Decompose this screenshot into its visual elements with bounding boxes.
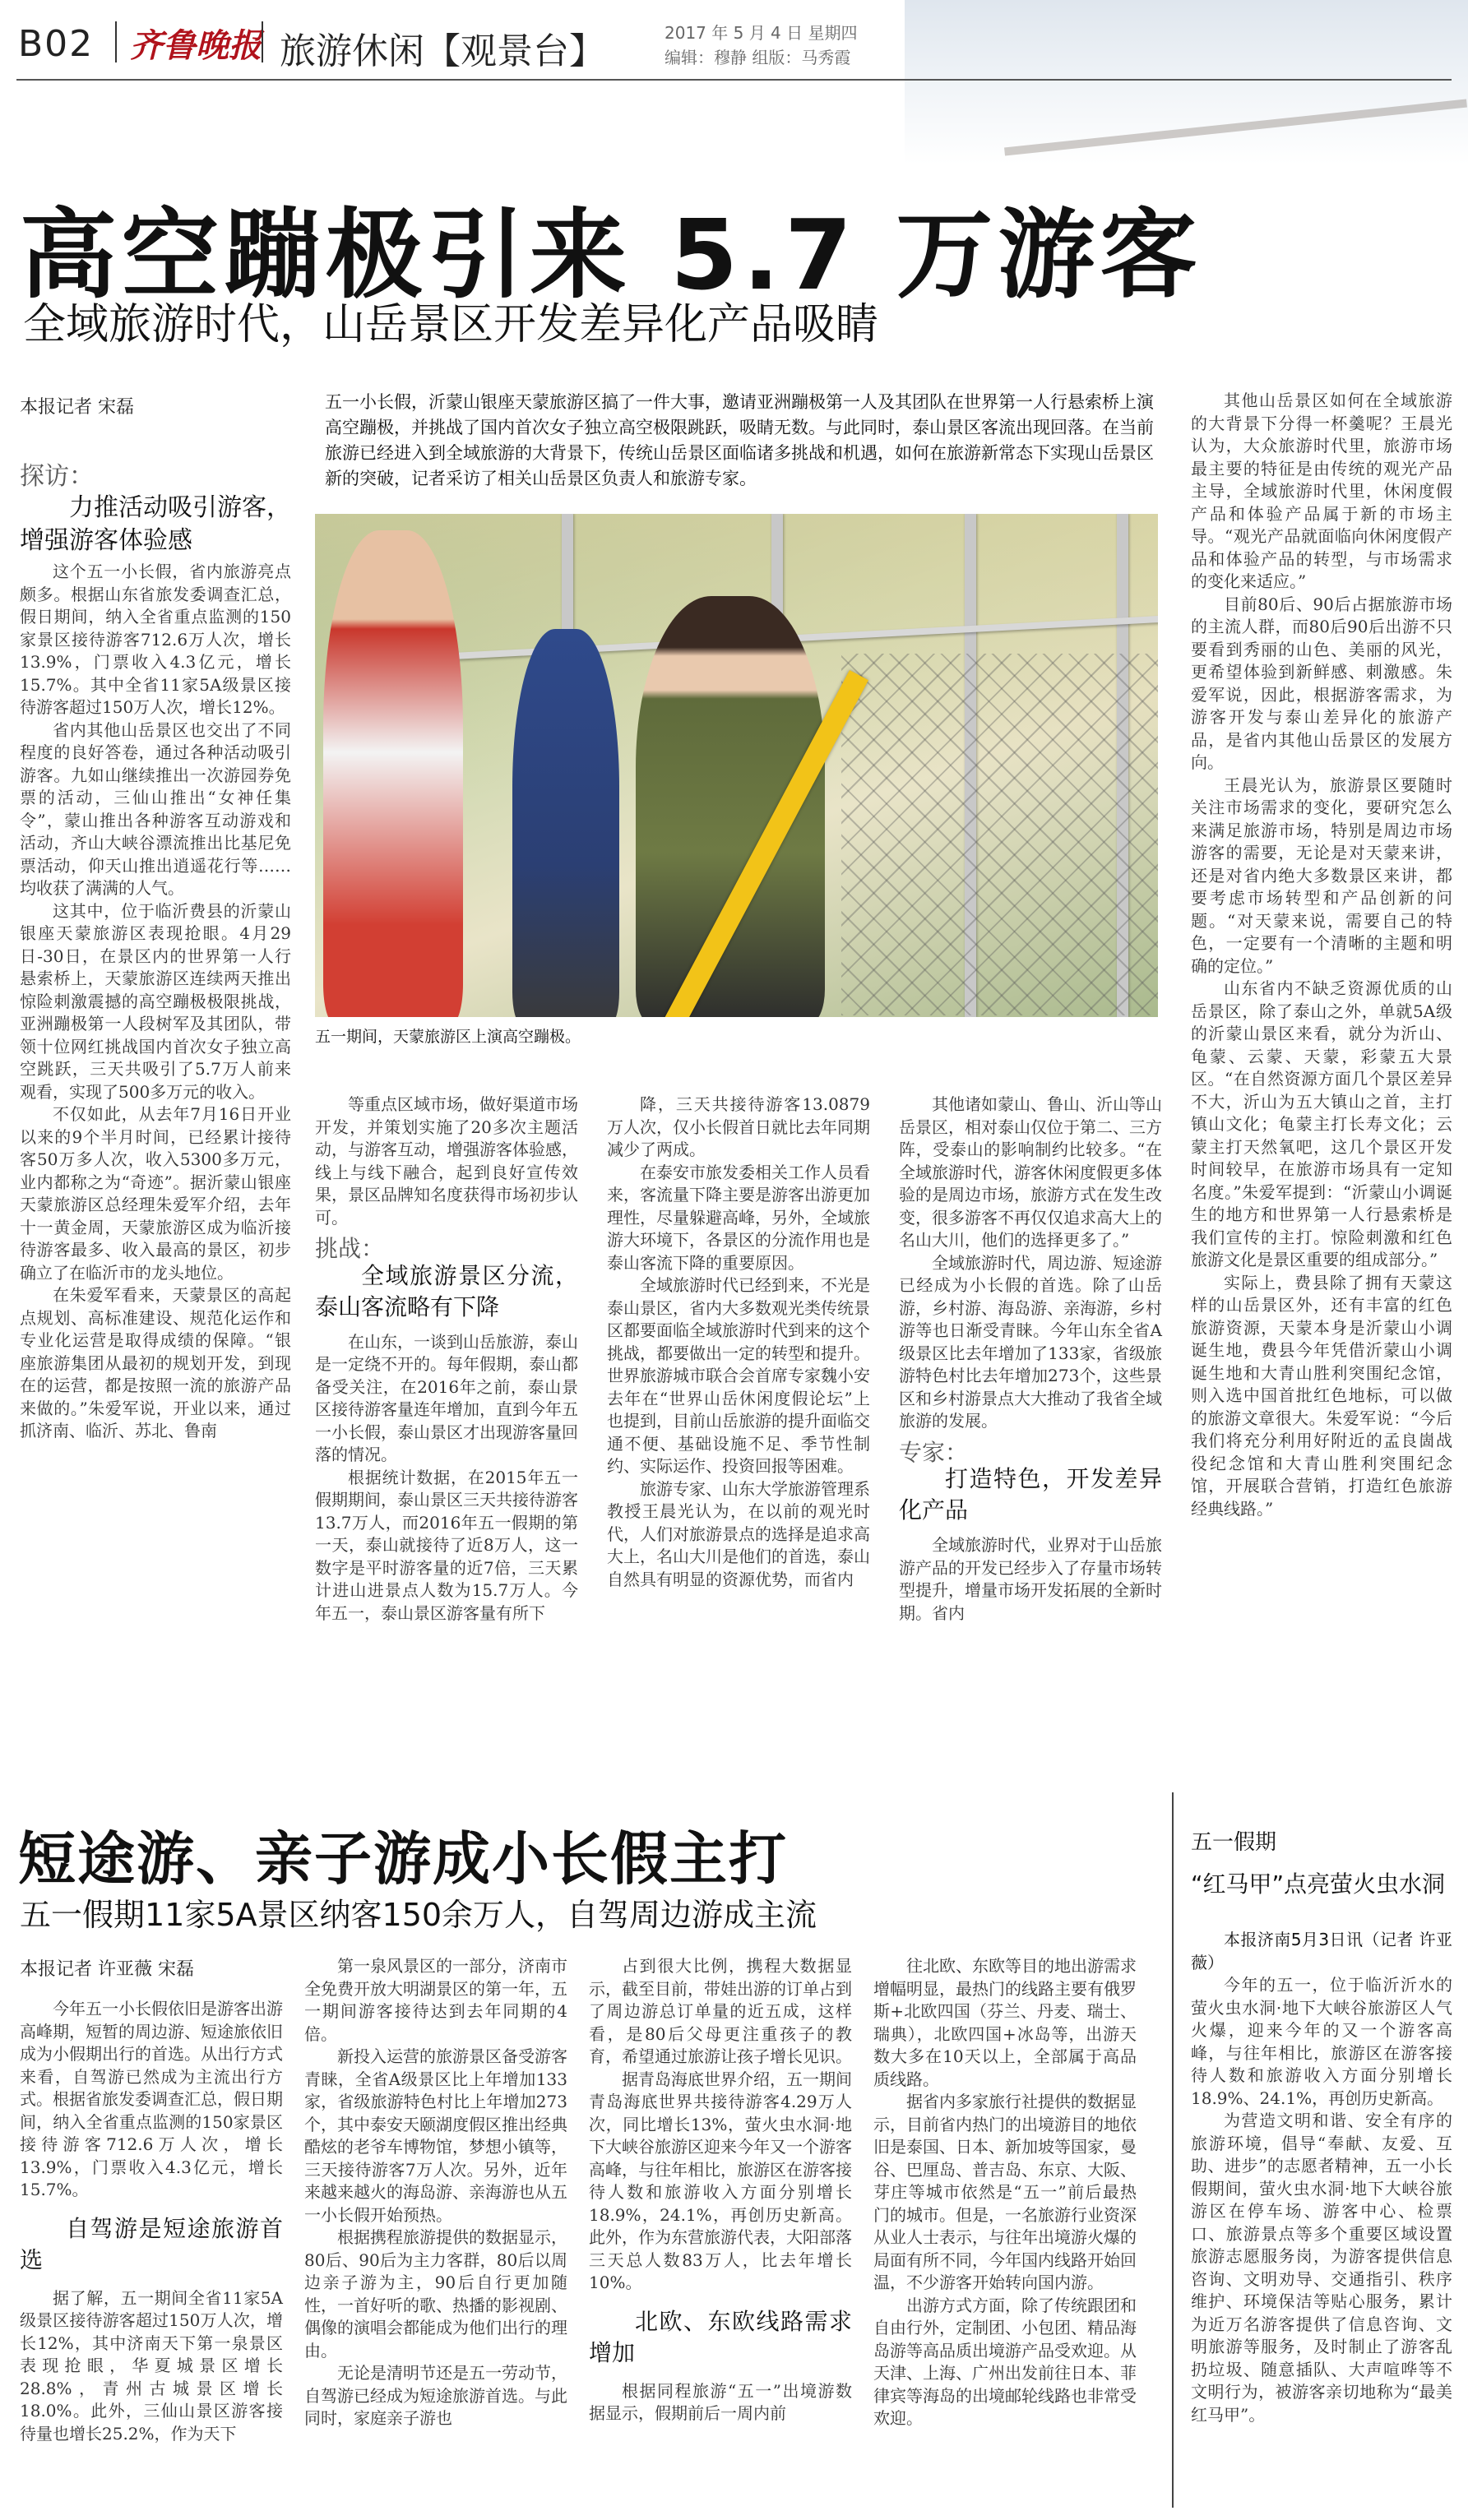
paragraph: 这个五一小长假，省内旅游亮点颇多。根据山东省旅发委调查汇总，假日期间，纳入全省重点监测的150家景区接待游客712.6万人次，增长13.9%，门票收入4.3亿元，增长15.7%。其中全省11家5A级景区接待游客超过150万人次，增长12%。 bbox=[20, 562, 291, 717]
second-headline: 短途游、亲子游成小长假主打 bbox=[18, 1825, 788, 1893]
paragraph: 根据同程旅游“五一”出境游数据显示，假期前后一周内前 bbox=[589, 2380, 852, 2423]
paragraph: 据青岛海底世界介绍，五一期间青岛海底世界共接待游客4.29万人次，同比增长13%，萤火虫水洞·地下大峡谷旅游区迎来今年又一个游客高峰，与往年相比，旅游区在游客接待人数和旅游收入方面分别增长18.9%，24.1%，再创历史新高。此外，作为东营旅游代表，大阳部落三天总人数83万人，比去年增长10%。 bbox=[589, 2069, 852, 2292]
paragraph: 今年五一小长假依旧是游客出游高峰期，短暂的周边游、短途旅依旧成为小假期出行的首选。从出行方式来看，自驾游已然成为主流出行方式。根据省旅发委调查汇总，假日期间，纳入全省重点监测的150家景区接待游客712.6万人次，增长13.9%，门票收入4.3亿元，增长15.7%。 bbox=[20, 1999, 283, 2199]
page-number: B02 bbox=[18, 23, 95, 65]
paragraph: 出游方式方面，除了传统跟团和自由行外，定制团、小包团、精品海岛游等高品质出境游产品受欢迎。从天津、上海、广州出发前往日本、菲律宾等海岛的出境邮轮线路也非常受欢迎。 bbox=[873, 2295, 1137, 2428]
column-divider bbox=[1172, 1792, 1174, 2508]
paragraph: 第一泉风景区的一部分，济南市全免费开放大明湖景区的第一年，五一期间游客接待达到去年同期的4倍。 bbox=[304, 1956, 567, 2044]
paragraph: 为营造文明和谐、安全有序的旅游环境，倡导“奉献、友爱、互助、进步”的志愿者精神，五一小长假期间，萤火虫水洞·地下大峡谷旅游区在停车场、游客中心、检票口、旅游景点等多个重要区域设置旅游志愿服务岗，为游客提供信息咨询、文明劝导、交通指引、秩序维护、环境保洁等贴心服务，累计为近万名游客提供了信息咨询、文明旅游等服务，及时制止了游客乱扔垃圾、随意插队、大声喧哗等不文明行为，被游客亲切地称为“最美红马甲”。 bbox=[1191, 2111, 1452, 2425]
bungee-photo bbox=[315, 514, 1158, 1017]
lead-paragraph: 五一小长假，沂蒙山银座天蒙旅游区搞了一件大事，邀请亚洲蹦极第一人及其团队在世界第一人行悬索桥上演高空蹦极，并挑战了国内首次女子独立高空极限跳跃，吸睛无数。与此同时，泰山景区客流出现回落。在当前旅游已经进入到全域旅游的大背景下，传统山岳景区面临诸多挑战和机遇，如何在旅游新常态下实现山岳景区新的突破，记者采访了相关山岳景区负责人和旅游专家。 bbox=[325, 392, 1154, 488]
section-title: 北欧、东欧线路需求增加 bbox=[589, 2307, 852, 2366]
story2-column-3 bbox=[589, 1955, 852, 2425]
section-label: 挑战： bbox=[315, 1235, 385, 1262]
section-title: 自驾游是短途旅游首选 bbox=[20, 2214, 283, 2273]
main-subheadline: 全域旅游时代，山岳景区开发差异化产品吸睛 bbox=[23, 300, 879, 349]
article-column-2 bbox=[315, 1094, 578, 1625]
paragraph: 在山东，一谈到山岳旅游，泰山是一定绕不开的。每年假期，泰山都备受关注，在2016年之前，泰山景区接待游客量连年增加，直到今年五一小长假，泰山景区才出现游客量回落的情况。 bbox=[315, 1331, 578, 1464]
paragraph: 全域旅游时代已经到来，不光是泰山景区，省内大多数观光类传统景区都要面临全域旅游时代到来的这个挑战，都要做出一定的转型和提升。世界旅游城市联合会首席专家魏小安去年在“世界山岳休闲度假论坛”上也提到，目前山岳旅游的提升面临交通不便、基础设施不足、季节性制约、实际运作、投资回报等困难。 bbox=[607, 1275, 870, 1476]
dateline: 本报济南5月3日讯（记者 许亚薇） bbox=[1191, 1930, 1452, 1972]
paragraph: 目前80后、90后占据旅游市场的主流人群，而80后90后出游不只要看到秀丽的山色、美丽的风光，更希望体验到新鲜感、刺激感。朱爱军说，因此，根据游客需求，为游客开发与泰山差异化的旅游产品，是省内其他山岳景区的发展方向。 bbox=[1191, 594, 1452, 772]
article-column-3 bbox=[607, 1094, 870, 1591]
paragraph: 根据携程旅游提供的数据显示，80后、90后为主力客群，80后以周边亲子游为主，90后自行更加随性，一首好听的歌、热播的影视剧、偶像的演唱会都能成为他们出行的理由。 bbox=[304, 2227, 567, 2360]
paragraph: 全域旅游时代，业界对于山岳旅游产品的开发已经步入了存量市场转型提升，增量市场开发拓展的全新时期。省内 bbox=[899, 1535, 1162, 1623]
paragraph: 无论是清明节还是五一劳动节，自驾游已经成为短途旅游首选。与此同时，家庭亲子游也 bbox=[304, 2363, 567, 2428]
section-heading-visit bbox=[20, 455, 291, 557]
paragraph: 占到很大比例，携程大数据显示，截至目前，带娃出游的订单占到了周边游总订单量的近五成，这样看，是80后父母更注重孩子的教育，希望通过旅游让孩子增长见识。 bbox=[589, 1956, 852, 2066]
paragraph: 省内其他山岳景区也交出了不同程度的良好答卷，通过各种活动吸引游客。九如山继续推出一次游园券免票的活动，三仙山推出“女神任集令”，蒙山推出各种游客互动游戏和活动，齐山大峡谷漂流推出比基尼免票活动，仰天山推出逍遥花行等……均收获了满满的人气。 bbox=[20, 719, 291, 898]
section-label: 探访： bbox=[20, 462, 94, 491]
paragraph: 其他诸如蒙山、鲁山、沂山等山岳景区，相对泰山仅位于第二、三方阵，受泰山的影响制约比较多。“在全域旅游时代，游客休闲度假更多体验的是周边市场，旅游方式在发生改变，很多游客不再仅仅追求高大上的名山大川，他们的选择更多了。” bbox=[899, 1094, 1162, 1250]
story2-column-1 bbox=[20, 1998, 283, 2445]
paragraph: 山东省内不缺乏资源优质的山岳景区，除了泰山之外，单就5A级的沂蒙山景区来看，就分为沂山、龟蒙、云蒙、天蒙，彩蒙五大景区。“在自然资源方面几个景区差异不大，沂山为五大镇山之首，主打镇山文化；龟蒙主打长寿文化；云蒙主打天然氧吧，这几个景区开发时间较早，在旅游市场具有一定知名度。”朱爱军提到：“沂蒙山小调诞生的地方和世界第一人行悬索桥是我们宣传的主打。惊险刺激和红色旅游文化是景区重要的组成部分。” bbox=[1191, 978, 1452, 1269]
paragraph: 据了解，五一期间全省11家5A级景区接待游客超过150万人次，增长12%，其中济南天下第一泉景区表现抢眼，华夏城景区增长28.8%，青州古城景区增长18.0%。此外，三仙山景区游客接待量也增长25.2%，作为天下 bbox=[20, 2287, 283, 2444]
story2-column-2 bbox=[304, 1955, 567, 2430]
masthead-rule bbox=[16, 79, 1452, 81]
paper-logo: 齐鲁晚报 bbox=[130, 26, 262, 65]
paragraph: 等重点区域市场，做好渠道市场开发，并策划实施了20多次主题活动，与游客互动，增强游客体验感，线上与线下融合，起到良好宣传效果，景区品牌知名度获得市场初步认可。 bbox=[315, 1094, 578, 1228]
paragraph: 实际上，费县除了拥有天蒙这样的山岳景区外，还有丰富的红色旅游资源，天蒙本身是沂蒙山小调诞生地，费县今年凭借沂蒙山小调诞生地和大青山胜利突围纪念馆，则入选中国首批红色地标，可以做的旅游文章很大。朱爱军说：“今后我们将充分利用好附近的孟良崮战役纪念馆和大青山胜利突围纪念馆，开展联合营销，打造红色旅游经典线路。” bbox=[1191, 1272, 1452, 1519]
masthead-photo-strip bbox=[905, 0, 1468, 164]
paragraph: 新投入运营的旅游景区备受游客青睐，全省A级景区比上年增加133家，省级旅游特色村比上年增加273个，其中泰安天颐湖度假区推出经典酷炫的老爷车博物馆，梦想小镇等，三天接待游客7万人次。另外，近年来越来越火的海岛游、亲海游也从五一小长假开始预热。 bbox=[304, 2046, 567, 2225]
article-column-5 bbox=[1191, 390, 1452, 1520]
byline: 本报记者 宋磊 bbox=[20, 397, 134, 418]
paragraph: 旅游专家、山东大学旅游管理系教授王晨光认为，在以前的观光时代，人们对旅游景点的选择是追求高大上，名山大川是他们的首选，泰山自然具有明显的资源优势，而省内 bbox=[607, 1478, 870, 1589]
photo-caption: 五一期间，天蒙旅游区上演高空蹦极。 bbox=[315, 1028, 581, 1046]
section-heading-challenge bbox=[315, 1237, 578, 1323]
second-subheadline: 五一假期11家5A景区纳客150余万人，自驾周边游成主流 bbox=[20, 1897, 817, 1933]
section-heading-expert bbox=[899, 1438, 1162, 1527]
section-title: 力推活动吸引游客，增强游客体验感 bbox=[20, 493, 291, 555]
paragraph: 不仅如此，从去年7月16日开业以来的9个半月时间，已经累计接待客50万多人次，收入5300多万元，业内都称之为“奇迹”。据沂蒙山银座天蒙旅游区总经理朱爱军介绍，去年十一黄金周，天蒙旅游区成为临沂接待游客最多、收入最高的景区，初步确立了在临沂市的龙头地位。 bbox=[20, 1104, 291, 1283]
section-title: 打造特色，开发差异化产品 bbox=[899, 1465, 1162, 1524]
editor-credits: 编辑：穆静 组版：马秀霞 bbox=[665, 48, 851, 67]
paragraph: 王晨光认为，旅游景区要随时关注市场需求的变化，要研究怎么来满足旅游市场，特别是周边市场游客的需要，无论是对天蒙来讲，还是对省内绝大多数景区来讲，都要考虑市场转型和产品创新的问题。“对天蒙来说，需要自己的特色，一定要有一个清晰的主题和明确的定位。” bbox=[1191, 774, 1452, 976]
paragraph: 全域旅游时代，周边游、短途游已经成为小长假的首选。除了山岳游，乡村游、海岛游、亲海游，乡村游等也日渐受青睐。今年山东全省A级景区比去年增加了133家，省级旅游特色村比去年增加273个，这些景区和乡村游景点大大推动了我省全域旅游的发展。 bbox=[899, 1252, 1162, 1431]
paragraph: 降，三天共接待游客13.0879万人次，仅小长假首日就比去年同期减少了两成。 bbox=[607, 1094, 870, 1159]
section-label: 专家： bbox=[899, 1438, 969, 1466]
paragraph: 在朱爱军看来，天蒙景区的高起点规划、高标准建设、规范化运作和专业化运营是取得成绩的保障。“银座旅游集团从最初的规划开发，到现在的运营，都是按照一流的旅游产品来做的。”朱爱军说，开业以来，通过抓济南、临沂、苏北、鲁南 bbox=[20, 1285, 291, 1440]
article-column-1 bbox=[20, 561, 291, 1443]
paragraph: 往北欧、东欧等目的地出游需求增幅明显，最热门的线路主要有俄罗斯+北欧四国（芬兰、丹麦、瑞士、瑞典），北欧四国+冰岛等，出游天数大多在10天以上，全部属于高品质线路。 bbox=[873, 1956, 1137, 2089]
article-column-4 bbox=[899, 1094, 1162, 1625]
paragraph: 这其中，位于临沂费县的沂蒙山银座天蒙旅游区表现抢眼。4月29日-30日，在景区内的世界第一人行悬索桥上，天蒙旅游区连续两天推出惊险刺激震撼的高空蹦极极限挑战，亚洲蹦极第一人段树军及其团队，带领十位网红挑战国内首次女子独立高空跳跃，三天共吸引了5.7万人前来观看，实现了500多万元的收入。 bbox=[20, 900, 291, 1102]
sidebar-kicker: 五一假期 bbox=[1191, 1830, 1277, 1855]
paragraph: 根据统计数据，在2015年五一假期期间，泰山景区三天共接待游客13.7万人，而2016年五一假期的第一天，泰山就接待了近8万人，这一数字是平时游客量的近7倍，三天累计进山进景点人数为15.7万人。今年五一，泰山景区游客量有所下 bbox=[315, 1467, 578, 1623]
paragraph: 今年的五一，位于临沂沂水的萤火虫水洞·地下大峡谷旅游区人气火爆，迎来今年的又一个游客高峰，与往年相比，旅游区在游客接待人数和旅游收入方面分别增长18.9%、24.1%，再创历史新高。 bbox=[1191, 1975, 1452, 2108]
sidebar-body bbox=[1191, 1929, 1452, 2426]
sidebar-headline: “红马甲”点亮萤火虫水洞 bbox=[1191, 1870, 1446, 1898]
paragraph: 据省内多家旅行社提供的数据显示，目前省内热门的出境游目的地依旧是泰国、日本、新加坡等国家，曼谷、巴厘岛、普吉岛、东京、大阪、芽庄等城市依然是“五一”前后最热门的城市。但是，一名旅游行业资深从业人士表示，与往年出境游火爆的局面有所不同，今年国内线路开始回温，不少游客开始转向国内游。 bbox=[873, 2092, 1137, 2292]
section-title: 旅游休闲【观景台】 bbox=[280, 30, 605, 72]
masthead-divider bbox=[262, 21, 263, 62]
main-headline: 高空蹦极引来 5.7 万游客 bbox=[20, 198, 1202, 312]
paragraph: 在泰安市旅发委相关工作人员看来，客流量下降主要是游客出游更加理性，尽量躲避高峰，另外，全域旅游大环境下，各景区的分流作用也是泰山客流下降的重要原因。 bbox=[607, 1162, 870, 1273]
story2-column-4 bbox=[873, 1955, 1137, 2430]
section-title: 全域旅游景区分流，泰山客流略有下降 bbox=[315, 1261, 578, 1320]
issue-date: 2017 年 5 月 4 日 星期四 bbox=[665, 23, 858, 43]
paragraph: 其他山岳景区如何在全域旅游的大背景下分得一杯羹呢？王晨光认为，大众旅游时代里，旅游市场最主要的特征是由传统的观光产品主导，全域旅游时代里，休闲度假产品和体验产品属于新的市场主导。“观光产品就面临向休闲度假产品和体验产品的转型，与市场需求的变化来适应。” bbox=[1191, 391, 1452, 591]
masthead-divider bbox=[115, 21, 117, 62]
byline: 本报记者 许亚薇 宋磊 bbox=[20, 1959, 194, 1980]
